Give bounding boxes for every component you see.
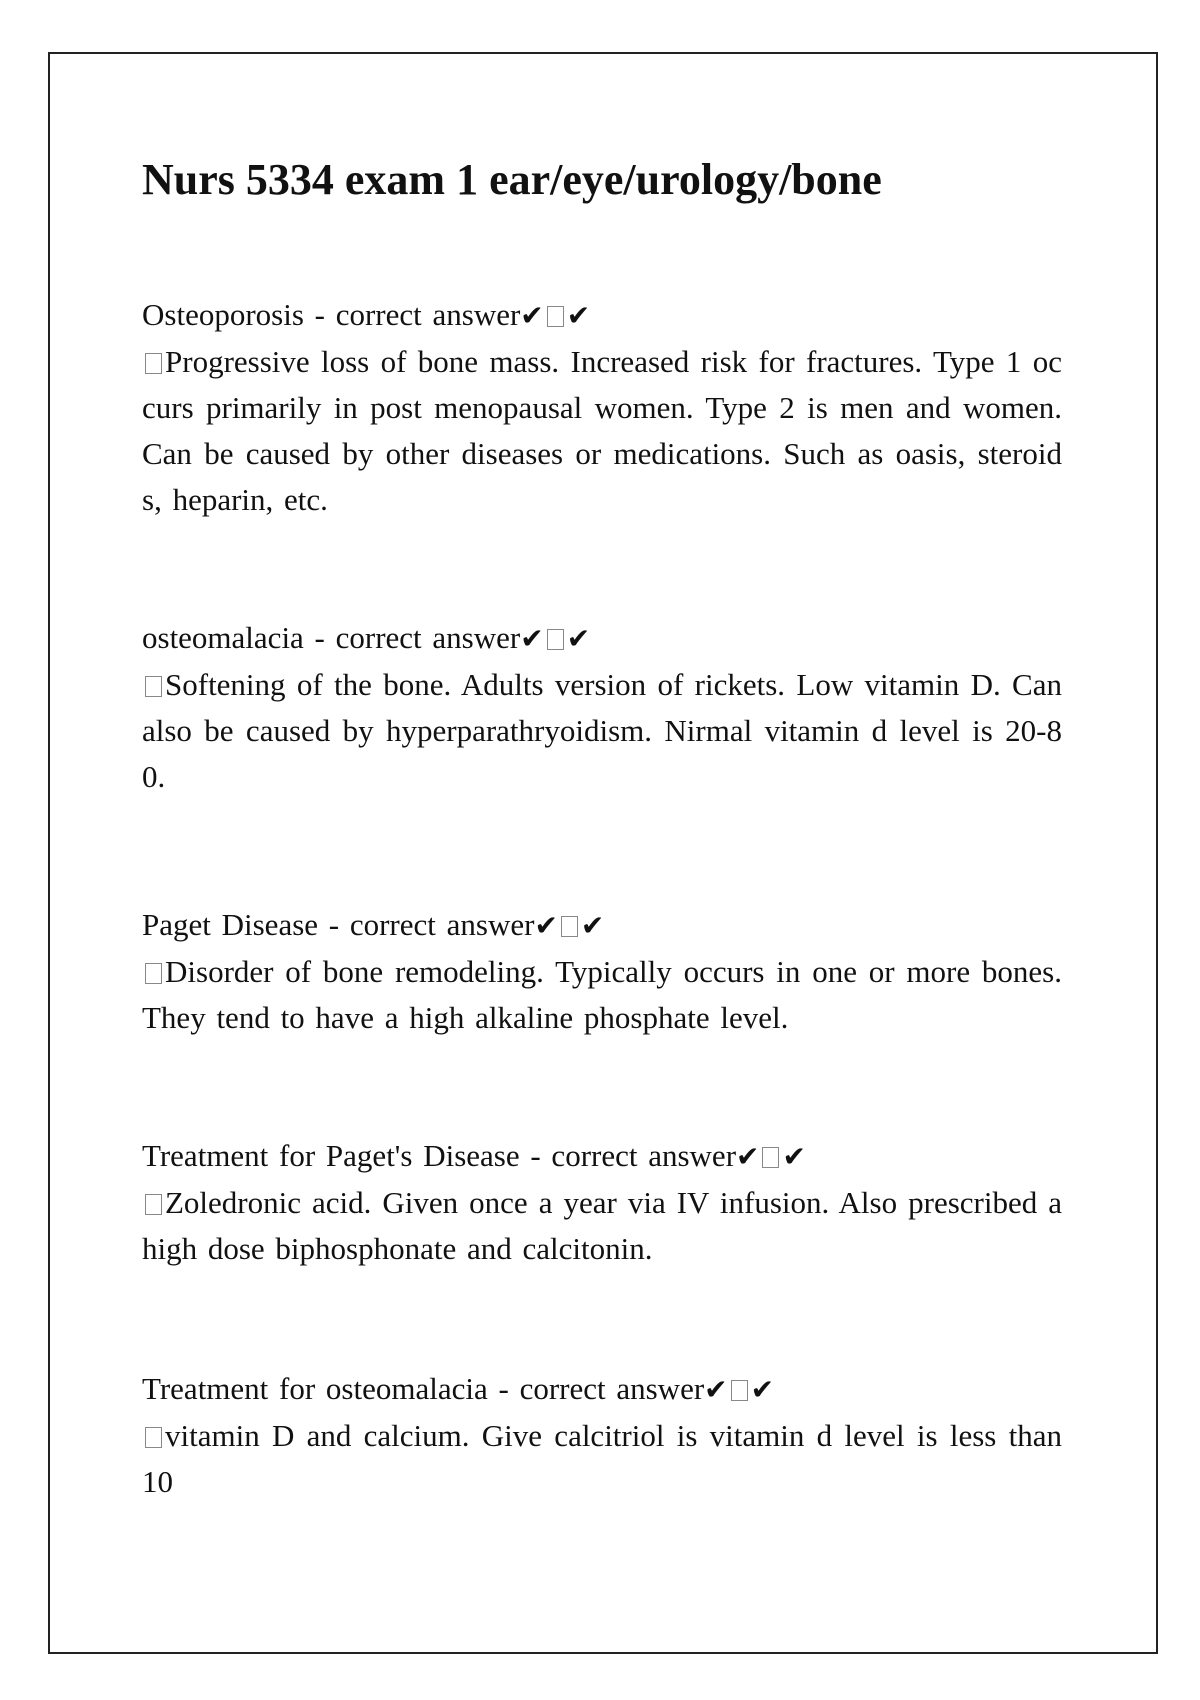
check-mark-icon: ✔ [520,299,544,332]
question-text: Paget Disease - correct answer [142,907,535,942]
answer [142,662,1062,800]
missing-glyph-box-icon [547,629,564,650]
check-mark-icon: ✔ [580,909,605,942]
answer [142,1180,1062,1272]
check-mark-icon: ✔ [566,622,591,655]
missing-glyph-box-icon [145,676,162,697]
check-mark-icon: ✔ [520,622,544,655]
qa-item [142,1366,1062,1505]
page-title: Nurs 5334 exam 1 ear/eye/urology/bone [142,155,882,204]
check-mark-icon: ✔ [704,1373,728,1406]
check-mark-icon: ✔ [736,1140,760,1173]
answer [142,1413,1062,1505]
missing-glyph-box-icon [762,1147,779,1168]
question [142,615,1062,662]
missing-glyph-box-icon [561,916,578,937]
missing-glyph-box-icon [145,963,162,984]
answer [142,949,1062,1041]
missing-glyph-box-icon [145,1427,162,1448]
question [142,1133,1062,1180]
answer-text: Zoledronic acid. Given once a year via IV infusion. Also prescribed a high dose biphosphonate and calcitonin. [142,1185,1062,1266]
missing-glyph-box-icon [547,306,564,327]
answer-text: vitamin D and calcium. Give calcitriol is vitamin d level is less than 10 [142,1418,1062,1499]
check-mark-icon: ✔ [566,299,591,332]
missing-glyph-box-icon [145,1194,162,1215]
qa-item [142,1133,1062,1272]
missing-glyph-box-icon [731,1380,748,1401]
qa-item [142,292,1062,523]
question-text: osteomalacia - correct answer [142,620,521,655]
check-mark-icon: ✔ [782,1140,806,1173]
check-mark-icon: ✔ [534,909,558,942]
qa-item [142,615,1062,800]
document-content [142,150,1062,1505]
answer-text: Disorder of bone remodeling. Typically occurs in one or more bones. They tend to have a high alkaline phosphate level. [142,954,1062,1035]
qa-item [142,902,1062,1041]
question-text: Treatment for osteomalacia - correct answer [142,1371,705,1406]
answer-text: Softening of the bone. Adults version of rickets. Low vitamin D. Can also be caused by hyperparathryoidism. Nirmal vitamin d level is 20-80. [142,667,1062,794]
question [142,902,1062,949]
answer-text: Progressive loss of bone mass. Increased risk for fractures. Type 1 occurs primarily in post menopausal women. Type 2 is men and women. Can be caused by other diseases or medications. Such as oasis, steroids, heparin, etc. [142,344,1062,517]
missing-glyph-box-icon [145,353,162,374]
question-text: Treatment for Paget's Disease - correct answer [142,1138,737,1173]
question [142,1366,1062,1413]
answer [142,339,1062,523]
check-mark-icon: ✔ [750,1373,775,1406]
question-text: Osteoporosis - correct answer [142,297,521,332]
question [142,292,1062,339]
